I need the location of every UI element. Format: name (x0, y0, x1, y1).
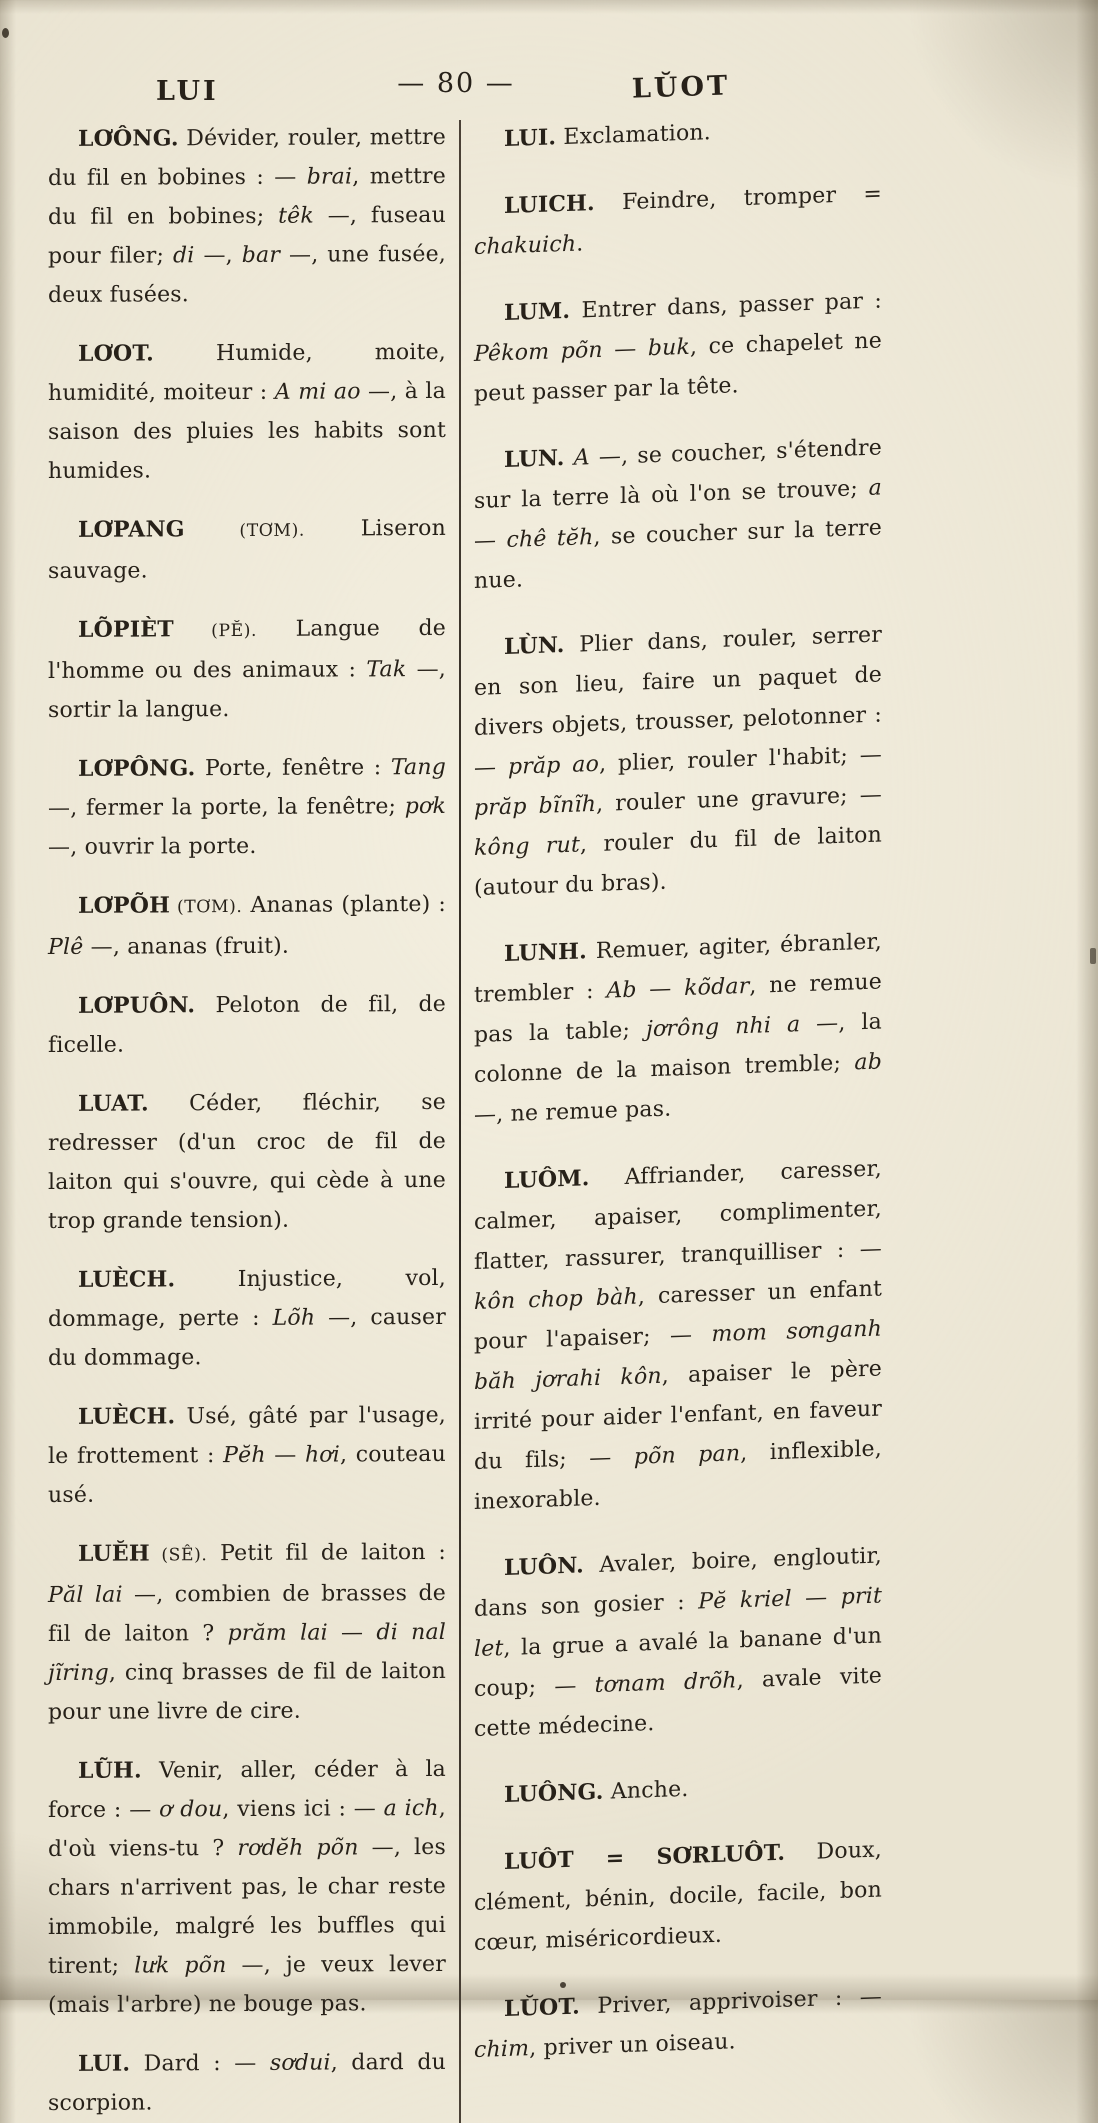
entry-headword: LƠÔNG. (78, 125, 179, 152)
entry-definition-text: —, je veux lever (mais l'arbre) ne bouge pas. (48, 1951, 446, 2018)
entry-definition-text: , rouler une gravure; — (596, 782, 882, 817)
entry-definition-text: , d'où viens-tu ? (48, 1795, 446, 1862)
entry-definition-text: — (327, 1620, 377, 1646)
entry-example-term: Ab (606, 977, 637, 1004)
entry-category-note: (PĔ). (173, 620, 258, 642)
entry-definition-text: —, se coucher, s'étendre sur la terre là où l'on se trouve; (474, 435, 882, 514)
entry-definition-text: Doux, clément, bénin, docile, facile, bon cœur, miséricordieux. (474, 1837, 882, 1956)
entry-headword: LUAT. (78, 1090, 149, 1117)
paper-speck (1090, 948, 1096, 964)
entry-headword: LÕPIÈT (78, 616, 174, 643)
entry-definition-text: — (602, 336, 648, 363)
entry-example-term: tơnam drõh (594, 1668, 737, 1698)
entry-example-term: a ich (383, 1795, 439, 1822)
entry-example-term: Tak (366, 657, 407, 683)
entry-definition-text: —, ne remue pas. (474, 1096, 672, 1128)
entry-example-term: prăm lai (227, 1620, 328, 1647)
entry-definition-text: Liseron sauvage. (48, 515, 446, 584)
entry-definition-text: , caresser un enfant pour l'apaiser; — (474, 1276, 882, 1355)
page-number: — 80 — (397, 68, 515, 99)
entry-example-term: põn pan (633, 1441, 741, 1470)
entry-category-note: (TƠM). (170, 896, 243, 918)
entry-example-term: kôn chop bàh (474, 1284, 638, 1315)
entry-definition-text: Feindre, tromper = (594, 181, 882, 216)
dictionary-entry (48, 2043, 446, 2123)
entry-example-term: Pĕ kriel (698, 1586, 792, 1615)
entry-definition-text: . (576, 231, 584, 257)
entry-example-term: buk (647, 334, 691, 362)
entry-definition-text: Plier dans, rouler, serrer en son lieu, faire un paquet de divers objets, trousser, pelotonner : — (474, 622, 882, 781)
entry-category-note: (SÊ). (149, 1545, 208, 1566)
entry-definition-text: —, à la saison des pluies les habits sont humides. (48, 378, 446, 484)
entry-definition-text: , viens ici : — (222, 1796, 384, 1823)
entry-definition-text: , la grue a avalé la banane d'un coup; — (474, 1623, 882, 1702)
entry-example-term: ab (854, 1049, 882, 1076)
entry-example-term: chê tĕh (506, 525, 594, 553)
entry-definition-text: — (474, 527, 507, 554)
entry-headword: LUI. (78, 2050, 131, 2077)
entry-example-term: têk (278, 203, 314, 229)
entry-example-term: rơdĕh põn (237, 1835, 359, 1862)
entry-definition-text: Venir, aller, céder à la force : — (48, 1756, 446, 1823)
dictionary-entry (474, 1148, 882, 1523)
entry-definition-text (565, 446, 574, 471)
entry-example-term: chim (474, 2036, 530, 2063)
paper-speck (560, 1982, 566, 1988)
entry-example-term: prăp bĩnĩh (474, 791, 597, 821)
entry-headword: LƠPÔNG. (78, 755, 196, 782)
left-column (48, 118, 446, 2123)
dictionary-entry (474, 614, 882, 909)
right-column (474, 106, 882, 2123)
entry-definition-text: Humide, moite, humidité, moiteur : (48, 339, 446, 406)
dictionary-entry (474, 280, 882, 415)
entry-definition-text: —, (194, 242, 242, 269)
entry-definition-text: , priver un oiseau. (529, 2029, 736, 2062)
entry-example-term: kông rut (474, 832, 581, 861)
entry-example-term: A mi ao (274, 379, 361, 405)
entry-definition-text: Dévider, rouler, mettre du fil en bobines : — (48, 124, 446, 191)
entry-example-term: bar (241, 242, 281, 268)
dictionary-entry (474, 1762, 882, 1817)
entry-example-term: A (573, 445, 590, 471)
entry-category-note: (TƠM). (184, 520, 305, 542)
dictionary-entry (48, 118, 446, 315)
entry-definition-text: Ananas (plante) : (242, 891, 447, 918)
entry-definition-text: Porte, fenêtre : (195, 755, 391, 782)
entry-definition-text: , apaiser le père irrité pour aider l'enfant, en faveur du fils; — (474, 1356, 882, 1475)
entry-definition-text: , ce chapelet ne peut passer par la tête. (474, 328, 883, 407)
entry-definition-text: Petit fil de laiton : (207, 1539, 447, 1567)
dictionary-entry (48, 1396, 446, 1515)
entry-headword: LƠPANG (78, 516, 185, 543)
entry-example-term: jơrông nhi a (645, 1012, 801, 1043)
entry-headword: LUÈCH. (78, 1266, 176, 1293)
entry-definition-text: Entrer dans, passer par : (570, 288, 882, 324)
entry-definition-text: Remuer, agiter, ébranler, trembler : (474, 929, 882, 1008)
entry-example-term: a (868, 475, 882, 501)
entry-definition-text: , plier, rouler l'habit; — (599, 742, 882, 777)
entry-headword: LŬOT. (504, 1993, 581, 2023)
entry-definition-text: , avale vite cette médecine. (474, 1663, 882, 1742)
dictionary-entry (474, 1535, 882, 1750)
entry-example-term: Plê (48, 934, 84, 960)
entry-example-term: prit let (474, 1583, 882, 1662)
entry-example-term: Păl lai (48, 1582, 123, 1608)
entry-definition-text: Céder, fléchir, se redresser (d'un croc de fil de laiton qui s'ouvre, qui cède à une trop grande tension). (48, 1089, 446, 1234)
entry-headword: LUI. (504, 124, 557, 153)
dictionary-entry (474, 1976, 882, 2071)
entry-definition-text: Usé, gâté par l'usage, le frottement : (48, 1402, 446, 1469)
entry-definition-text: —, ouvrir la porte. (48, 833, 257, 860)
paper-speck (2, 28, 9, 38)
entry-headword: LÙN. (504, 631, 565, 661)
entry-headword: LƠPUÔN. (78, 992, 196, 1019)
dictionary-entry (48, 1533, 446, 1732)
running-head-first-word: LUI (156, 76, 219, 107)
entry-example-term: hơi (304, 1442, 340, 1468)
entry-headword: LUN. (504, 444, 565, 474)
entry-example-term: Pêkom põn (474, 337, 603, 367)
entry-example-term: kõdar (684, 973, 750, 1002)
dictionary-entry (474, 427, 882, 602)
entry-definition-text: —, causer du dommage. (48, 1304, 446, 1371)
dictionary-entry (48, 748, 446, 867)
dictionary-entry (474, 106, 882, 161)
dictionary-entry (48, 985, 446, 1065)
entry-definition-text: —, sortir la langue. (48, 656, 446, 723)
dictionary-entry (474, 1829, 882, 1964)
entry-headword: LUM. (504, 297, 571, 327)
entry-definition-text: , cinq brasses de fil de laiton pour une livre de cire. (48, 1658, 446, 1725)
entry-example-term: Pĕh (223, 1442, 266, 1469)
entry-example-term: mom sơnganh băh jơrahi kôn (474, 1316, 882, 1395)
entry-definition-text: Priver, apprivoiser : — (580, 1984, 882, 2020)
entry-definition-text: —, fermer la porte, la fenêtre; (48, 794, 405, 821)
entry-definition-text: Langue de l'homme ou des animaux : (48, 615, 446, 684)
entry-example-term: di (173, 243, 195, 269)
entry-definition-text: —, fuseau pour filer; (48, 202, 446, 269)
dictionary-entry (48, 333, 446, 491)
entry-example-term: pơk (404, 793, 446, 820)
entry-definition-text: , rouler du fil de laiton (autour du bras). (474, 822, 882, 901)
entry-definition-text: —, ananas (fruit). (83, 933, 290, 960)
entry-headword: LUÔT = SƠRLUÔT. (504, 1839, 786, 1876)
entry-headword: LUICH. (504, 189, 595, 220)
entry-example-term: chakuich (474, 231, 577, 260)
entry-definition-text: — (791, 1584, 841, 1612)
dictionary-entry (48, 1083, 446, 1241)
entry-headword: LUÈCH. (78, 1403, 176, 1430)
entry-definition-text: , couteau usé. (48, 1441, 446, 1508)
entry-example-term: di nal jĩring (48, 1619, 447, 1686)
entry-headword: LUÔN. (504, 1552, 584, 1582)
entry-example-term: Tang (390, 754, 446, 781)
dictionary-entry (48, 1750, 446, 2025)
dictionary-entry (48, 885, 446, 967)
entry-definition-text: — (265, 1442, 305, 1468)
dictionary-entry (48, 509, 446, 591)
entry-example-term: ơ dou (159, 1797, 223, 1823)
entry-definition-text: Dard : — (130, 2050, 270, 2077)
entry-headword: LUNH. (504, 938, 588, 968)
entry-example-term: prăp ao (507, 751, 600, 780)
entry-headword: LUÔNG. (504, 1778, 604, 1809)
dictionary-entry (474, 921, 882, 1136)
entry-definition-text: Avaler, boire, engloutir, dans son gosier : (474, 1543, 882, 1622)
dictionary-entry (474, 173, 882, 268)
dictionary-entry (48, 609, 446, 730)
entry-definition-text: —, combien de brasses de fil de laiton ? (48, 1580, 446, 1647)
entry-definition-text: , mettre du fil en bobines; (48, 163, 446, 230)
dictionary-entry (48, 1259, 446, 1378)
entry-definition-text: , se coucher sur la terre nue. (474, 515, 882, 594)
entry-headword: LUĔH (78, 1540, 150, 1567)
entry-headword: LƠOT. (78, 340, 154, 367)
entry-example-term: brai (306, 164, 353, 190)
entry-definition-text: —, la colonne de la maison tremble; (474, 1009, 882, 1088)
entry-definition-text: Anche. (603, 1776, 689, 1805)
entry-definition-text: , ne remue pas la table; (474, 969, 882, 1048)
entry-headword: LƠPÕH (78, 892, 171, 919)
entry-definition-text: —, une fusée, deux fusées. (48, 241, 446, 308)
column-divider (459, 120, 461, 2123)
entry-definition-text: — (636, 976, 685, 1003)
entry-definition-text: , inflexible, inexorable. (474, 1436, 882, 1515)
entry-definition-text: Injustice, vol, dommage, perte : (48, 1265, 446, 1332)
dictionary-body (48, 120, 890, 2123)
entry-definition-text: Exclamation. (556, 120, 711, 151)
running-head (30, 64, 882, 108)
entry-example-term: sơdui (269, 2050, 331, 2076)
entry-headword: LUÔM. (504, 1165, 590, 1195)
entry-headword: LŨH. (78, 1757, 142, 1784)
entry-definition-text: —, les chars n'arrivent pas, le char reste immobile, malgré les buffles qui tirent; (48, 1834, 446, 1979)
running-head-last-word: LŬOT (631, 70, 731, 105)
entry-example-term: Lõh (272, 1305, 316, 1331)
entry-definition-text: , dard du scorpion. (48, 2049, 446, 2116)
entry-definition-text: Peloton de fil, de ficelle. (48, 991, 446, 1058)
entry-definition-text: Affriander, caresser, calmer, apaiser, complimenter, flatter, rassurer, tranquilliser : — (474, 1156, 882, 1275)
entry-example-term: lưk põn (134, 1953, 227, 1979)
